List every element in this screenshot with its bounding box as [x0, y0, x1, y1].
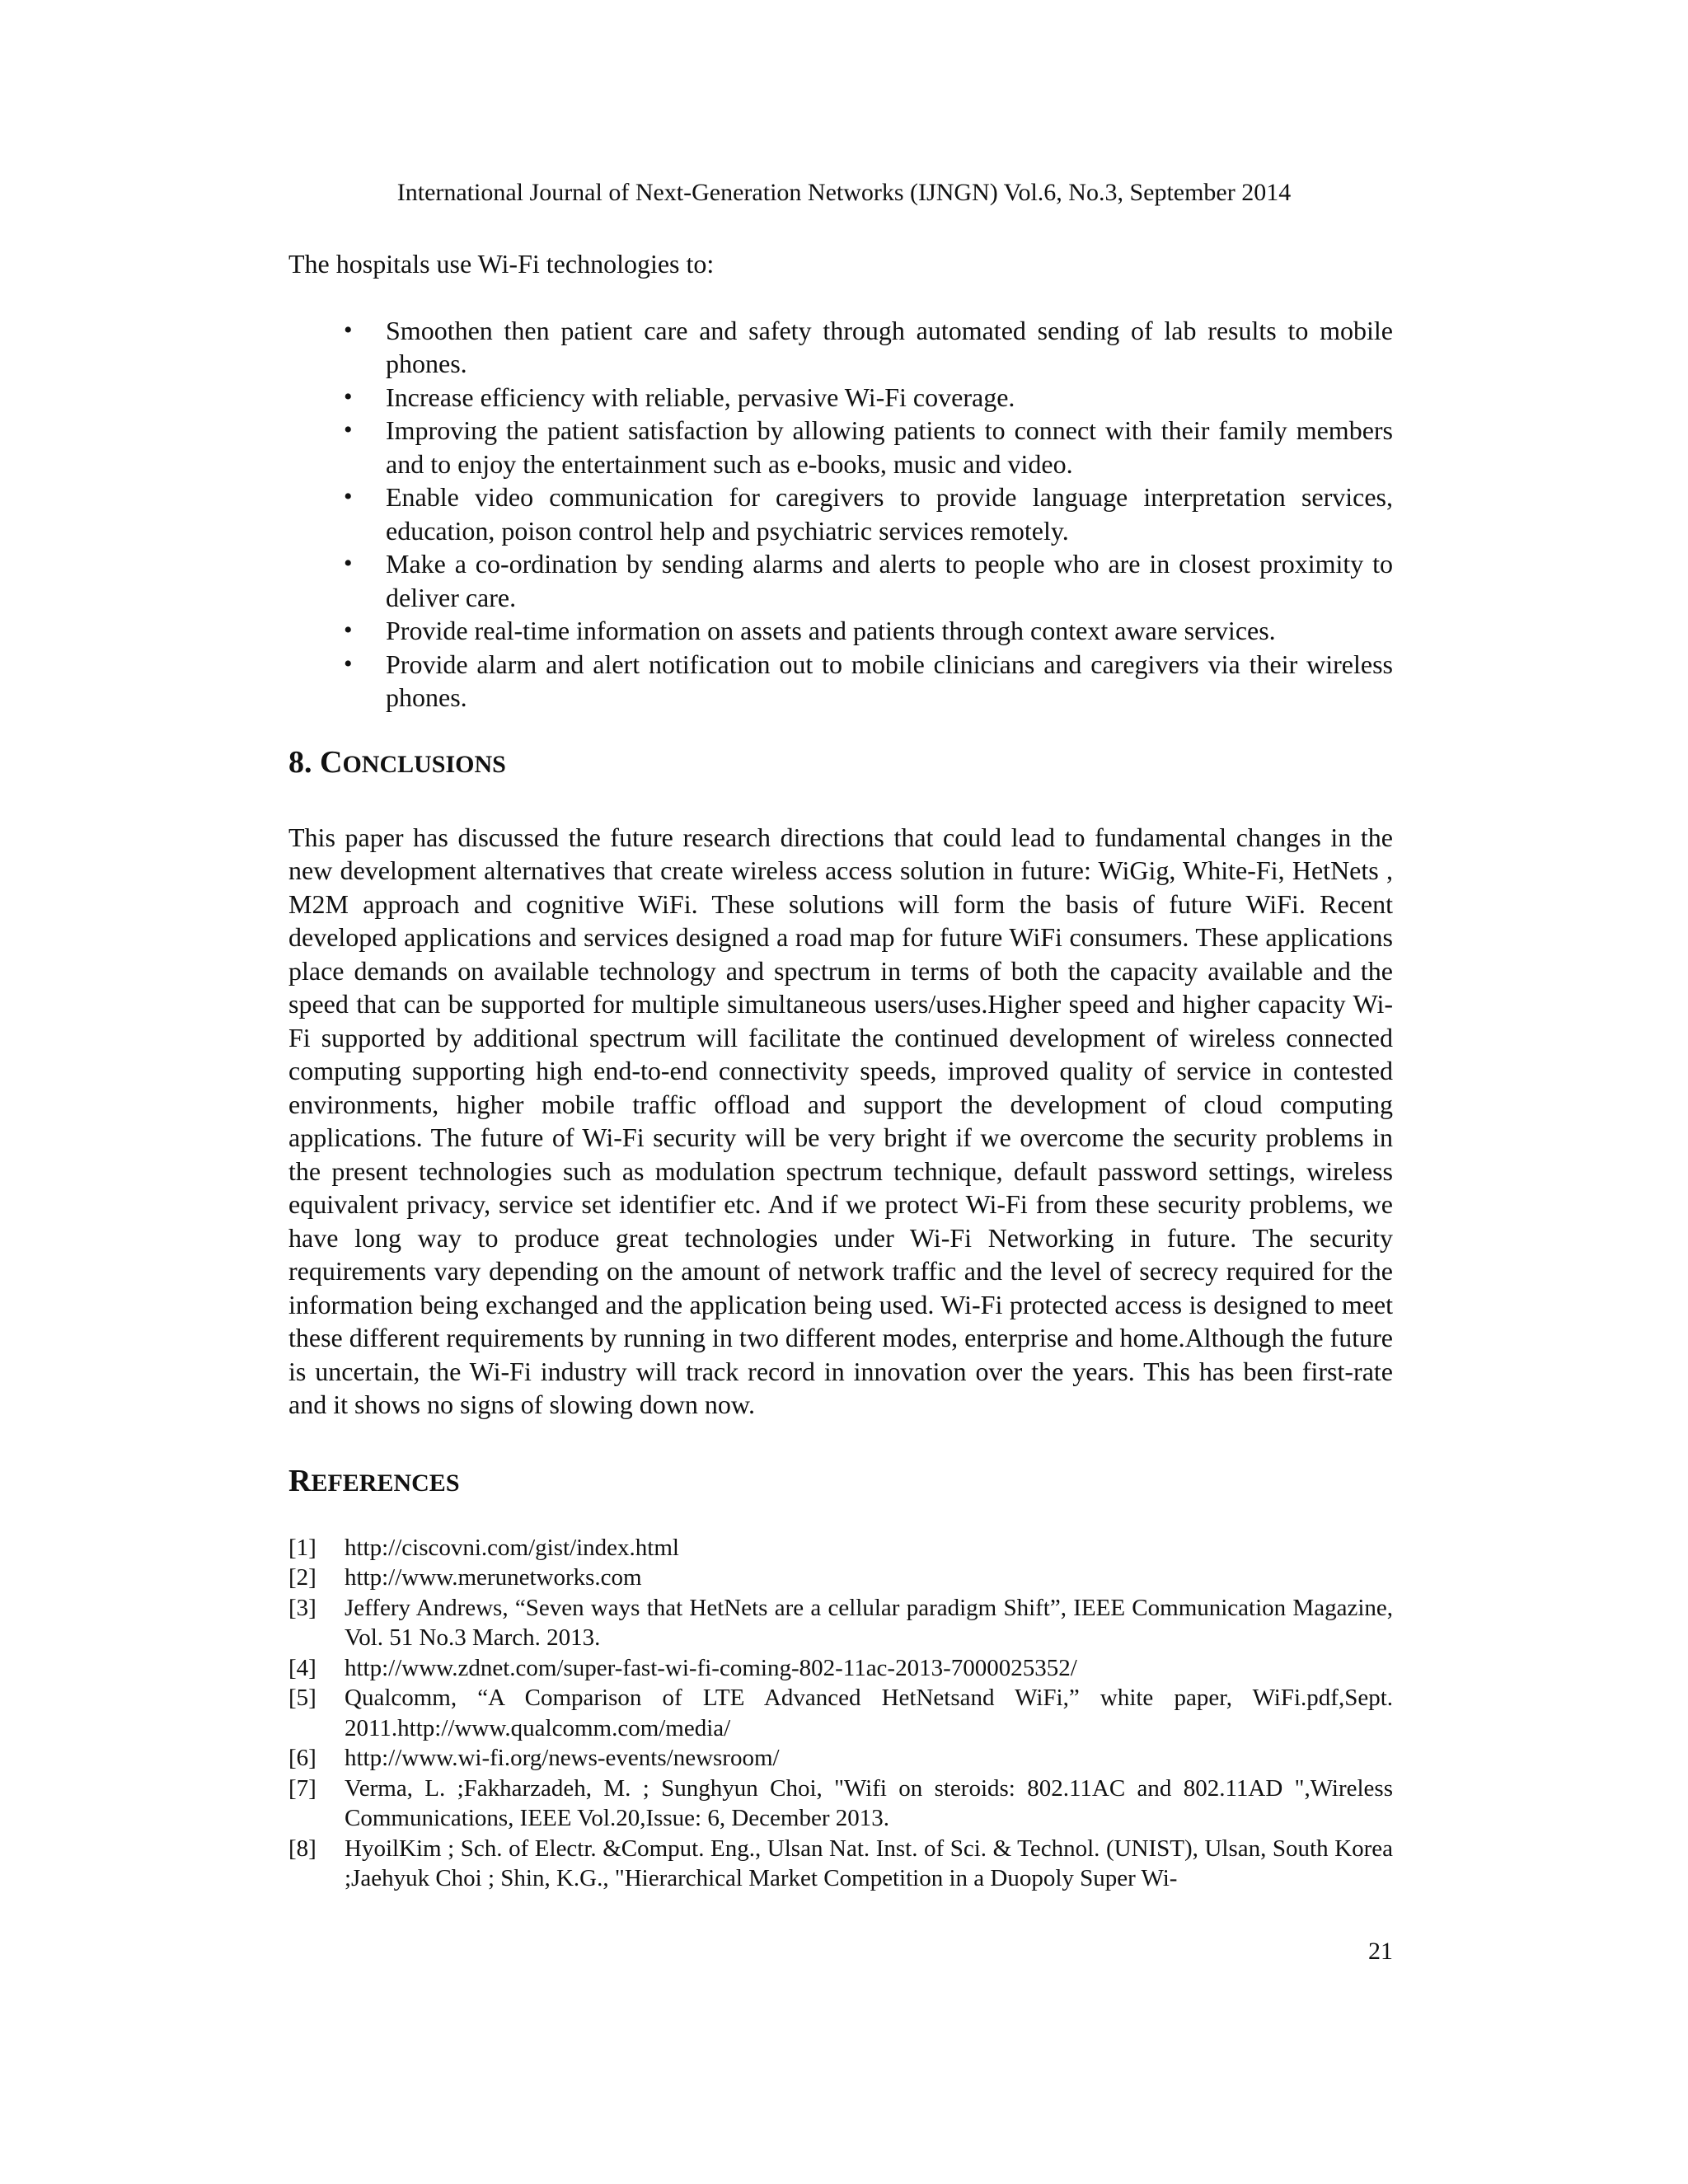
list-item-text: Provide alarm and alert notification out to mobile clinicians and caregivers via their wireless phones.	[386, 649, 1393, 712]
reference-text: http://www.wi-fi.org/news-events/newsroom/	[345, 1745, 780, 1771]
reference-number: [4]	[288, 1654, 316, 1681]
reference-text: Verma, L. ;Fakharzadeh, M. ; Sunghyun Choi, "Wifi on steroids: 802.11AC and 802.11AD ",Wireless Communications, IEEE Vol.20,Issue: 6, December 2013.	[345, 1774, 1393, 1831]
bullet-icon: •	[344, 649, 353, 677]
list-item-text: Provide real-time information on assets and patients through context aware services.	[386, 616, 1276, 645]
reference-item	[288, 1743, 1393, 1774]
page-number: 21	[1368, 1938, 1393, 1965]
reference-text: Qualcomm, “A Comparison of LTE Advanced HetNetsand WiFi,” white paper, WiFi.pdf,Sept. 2011.http://www.qualcomm.com/media/	[345, 1685, 1393, 1741]
bullet-icon: •	[344, 416, 353, 443]
list-item	[288, 614, 1393, 648]
running-header: International Journal of Next-Generation Networks (IJNGN) Vol.6, No.3, September 2014	[396, 179, 1292, 206]
reference-item	[288, 1774, 1393, 1834]
references-title-rest: EFERENCES	[311, 1469, 460, 1497]
list-item-text: Improving the patient satisfaction by allowing patients to connect with their family members and to enjoy the entertainment such as e-books, music and video.	[386, 415, 1393, 479]
bullet-icon: •	[344, 616, 353, 644]
list-item	[288, 381, 1393, 415]
list-item-text: Smoothen then patient care and safety through automated sending of lab results to mobile phones.	[386, 315, 1393, 378]
reference-item	[288, 1563, 1393, 1593]
reference-text: http://ciscovni.com/gist/index.html	[345, 1534, 679, 1561]
reference-number: [5]	[288, 1685, 316, 1711]
list-item-text: Enable video communication for caregivers to provide language interpretation services, education, poison control help and psychiatric services remotely.	[386, 482, 1393, 546]
list-item	[288, 414, 1393, 480]
list-item	[288, 648, 1393, 715]
bullet-icon: •	[344, 316, 353, 344]
list-item	[288, 314, 1393, 381]
reference-item	[288, 1653, 1393, 1684]
list-item	[288, 547, 1393, 614]
conclusions-paragraph: This paper has discussed the future research directions that could lead to fundamental changes in the new development alternatives that create wireless access solution in future: WiGig, White-Fi, HetNets , M2M approach and cognitive WiFi. These solutions will form the basis of future WiFi. Recent developed applications and services designed a road map for future WiFi consumers. These applications place demands on available technology and spectrum in terms of both the capacity available and the speed that can be supported for multiple simultaneous users/uses.Higher speed and higher capacity Wi-Fi supported by additional spectrum will facilitate the continued development of wireless connected computing supporting high end-to-end connectivity speeds, improved quality of service in contested environments, higher mobile traffic offload and support the development of cloud computing applications. The future of Wi-Fi security will be very bright if we overcome the security problems in the present technologies such as modulation spectrum technique, default password settings, wireless equivalent privacy, service set identifier etc. And if we protect Wi-Fi from these security problems, we have long way to produce great technologies under Wi-Fi Networking in future. The security requirements vary depending on the amount of network traffic and the level of secrecy required for the information being exchanged and the application being used. Wi-Fi protected access is designed to meet these different requirements by running in two different modes, enterprise and home.Although the future is uncertain, the Wi-Fi industry will track record in innovation over the years. This has been first-rate and it shows no signs of slowing down now.	[288, 822, 1393, 1419]
reference-text: http://www.merunetworks.com	[345, 1564, 642, 1591]
reference-text: HyoilKim ; Sch. of Electr. &Comput. Eng., Ulsan Nat. Inst. of Sci. & Technol. (UNIST), Ulsan, South Korea ;Jaehyuk Choi ; Shin, K.G., "Hierarchical Market Competition in a Duopoly Super Wi-	[345, 1835, 1393, 1891]
reference-item	[288, 1834, 1393, 1894]
list-item-text: Increase efficiency with reliable, pervasive Wi-Fi coverage.	[386, 382, 1015, 412]
reference-list	[288, 1533, 1393, 1894]
reference-number: [3]	[288, 1594, 316, 1621]
reference-number: [8]	[288, 1835, 316, 1862]
reference-number: [1]	[288, 1534, 316, 1561]
section-number: 8.	[288, 744, 320, 780]
bullet-list	[288, 314, 1393, 715]
reference-text: http://www.zdnet.com/super-fast-wi-fi-coming-802-11ac-2013-7000025352/	[345, 1654, 1077, 1681]
bullet-icon: •	[344, 550, 353, 577]
section-title-initial: C	[320, 744, 343, 780]
page-body	[288, 247, 1393, 1894]
reference-item	[288, 1683, 1393, 1743]
conclusions-heading	[288, 743, 1393, 785]
bullet-icon: •	[344, 483, 353, 510]
list-item	[288, 480, 1393, 547]
references-title-initial: R	[288, 1463, 312, 1498]
list-item-text: Make a co-ordination by sending alarms and alerts to people who are in closest proximity to deliver care.	[386, 549, 1393, 612]
reference-number: [6]	[288, 1745, 316, 1771]
references-heading	[288, 1461, 1393, 1503]
reference-number: [2]	[288, 1564, 316, 1591]
reference-text: Jeffery Andrews, “Seven ways that HetNets are a cellular paradigm Shift”, IEEE Communication Magazine, Vol. 51 No.3 March. 2013.	[345, 1594, 1393, 1651]
intro-sentence: The hospitals use Wi-Fi technologies to:	[288, 249, 715, 279]
reference-item	[288, 1533, 1393, 1563]
section-title-rest: ONCLUSIONS	[342, 750, 506, 778]
bullet-icon: •	[344, 382, 353, 410]
reference-item	[288, 1593, 1393, 1653]
reference-number: [7]	[288, 1774, 316, 1802]
